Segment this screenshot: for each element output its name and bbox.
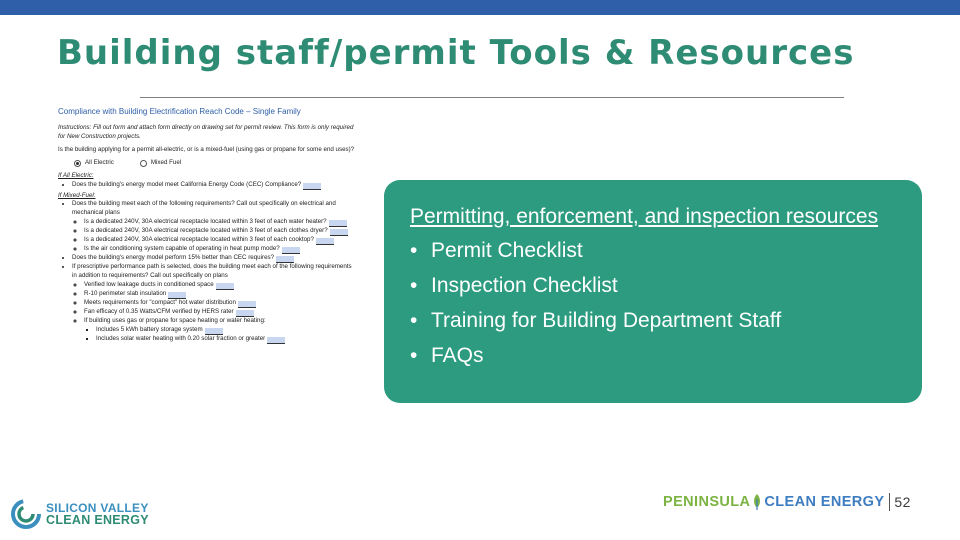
- all-electric-label: All Electric: [85, 158, 114, 166]
- bullet-icon: •: [410, 344, 418, 367]
- resource-item-inspection-checklist: [410, 273, 922, 298]
- bullet-icon: •: [410, 239, 418, 262]
- page-number-divider: [889, 493, 890, 511]
- pce-logo-part1: PENINSULA: [663, 494, 751, 510]
- svce-logo-line2: CLEAN ENERGY: [46, 513, 149, 527]
- answer-blank: [205, 328, 223, 335]
- resource-item-permit-checklist: [410, 238, 922, 263]
- answer-blank: [236, 310, 254, 317]
- slide-title: Building staff/permit Tools & Resources: [57, 33, 855, 73]
- list-item: ▪ Includes solar water heating with 0.20 solar fraction or greater: [96, 335, 358, 344]
- resource-item-faqs: [410, 343, 922, 368]
- mixed-fuel-list: [58, 200, 358, 344]
- resources-panel: [384, 180, 922, 403]
- resource-item-label: Inspection Checklist: [431, 274, 618, 297]
- resource-item-training: [410, 308, 922, 333]
- answer-blank: [316, 238, 334, 245]
- answer-blank: [282, 247, 300, 254]
- top-accent-bar: [0, 0, 960, 15]
- form-instructions: Instructions: Fill out form and attach form directly on drawing set for permit review. This form is only required for New Construction projects.: [58, 123, 354, 140]
- answer-blank: [216, 283, 234, 290]
- answer-blank: [276, 256, 294, 263]
- list-item: ◦ If building uses gas or propane for space heating or water heating: ▪ Includes 5 kWh battery storage system ▪ Includes solar water heating with 0.20 solar fraction or greater: [84, 317, 358, 344]
- list-item: ◦ Meets requirements for "compact" hot water distribution: [84, 299, 358, 308]
- list-item: • Does the building's energy model perform 15% better than CEC requires?: [72, 254, 358, 263]
- answer-blank: [330, 229, 348, 236]
- mixed-fuel-radio: [140, 160, 147, 167]
- list-item: ◦ Verified low leakage ducts in conditioned space: [84, 281, 358, 290]
- resources-panel-heading: Permitting, enforcement, and inspection resources: [410, 205, 879, 228]
- bullet-icon: •: [410, 309, 418, 332]
- leaf-icon: [751, 493, 763, 511]
- bullet-icon: •: [410, 274, 418, 297]
- list-item: ◦ Is the air conditioning system capable of operating in heat pump mode?: [84, 245, 358, 254]
- svce-logo: [10, 498, 149, 530]
- answer-blank: [303, 183, 321, 190]
- pce-logo-part2: CLEAN ENERGY: [764, 494, 885, 510]
- answer-blank: [267, 337, 285, 344]
- list-item: ▪ Includes 5 kWh battery storage system: [96, 326, 358, 335]
- fuel-type-radio-group: [74, 159, 358, 168]
- list-item: ◦ Is a dedicated 240V, 30A electrical receptacle located within 3 feet of each water heater?: [84, 218, 358, 227]
- mixed-fuel-label: Mixed Fuel: [150, 158, 182, 166]
- answer-blank: [329, 220, 347, 227]
- mixed-fuel-heading: If Mixed-Fuel:: [58, 191, 96, 199]
- all-electric-list: [58, 181, 358, 190]
- all-electric-heading: If All Electric:: [58, 171, 94, 179]
- svce-logo-line1: SILICON VALLEY: [46, 501, 149, 515]
- page-number: 52: [894, 494, 911, 510]
- form-divider-line: [140, 97, 844, 98]
- answer-blank: [238, 301, 256, 308]
- list-item: • Does the building's energy model meet California Energy Code (CEC) Compliance?: [72, 181, 358, 190]
- form-question: Is the building applying for a permit all-electric, or is a mixed-fuel (using gas or propane for some end uses)?: [58, 145, 355, 153]
- list-item: ◦ Fan efficacy of 0.35 Watts/CFM verified by HERS rater: [84, 308, 358, 317]
- resource-item-label: Permit Checklist: [431, 239, 583, 262]
- resources-list: [410, 238, 922, 368]
- answer-blank: [168, 292, 186, 299]
- list-item: ◦ R-10 perimeter slab insulation: [84, 290, 358, 299]
- resource-item-label: FAQs: [431, 344, 484, 367]
- resource-item-label: Training for Building Department Staff: [431, 309, 782, 332]
- svce-swirl-icon: [10, 498, 42, 530]
- pce-logo: [663, 493, 911, 511]
- form-title: Compliance with Building Electrification Reach Code – Single Family: [58, 107, 301, 116]
- compliance-form-image: [58, 106, 358, 416]
- list-item: ◦ Is a dedicated 240V, 30A electrical receptacle located within 3 feet of each clothes dryer?: [84, 227, 358, 236]
- all-electric-radio: [74, 160, 81, 167]
- list-item: ◦ Is a dedicated 240V, 30A electrical receptacle located within 3 feet of each cooktop?: [84, 236, 358, 245]
- list-item: • If prescriptive performance path is selected, does the building meet each of the following requirements in addition to requirements? Call out specifically on plans ◦ Verified low leakage ducts in conditioned space ◦ R-10 perimeter slab insulation ◦ Meets requirements for "compact" hot water distribution ◦ Fan efficacy of 0.35 Watts/CFM verified by HERS rater ◦ If building uses gas or propane for space heating or water heating: ▪ Includes 5 kWh battery storage system ▪ Includes solar water heating with 0.20 solar fraction or greater: [72, 263, 358, 344]
- list-item: • Does the building meet each of the following requirements? Call out specifically on electrical and mechanical plans ◦ Is a dedicated 240V, 30A electrical receptacle located within 3 feet of each water heater? ◦ Is a dedicated 240V, 30A electrical receptacle located within 3 feet of each clothes dryer? ◦ Is a dedicated 240V, 30A electrical receptacle located within 3 feet of each cooktop? ◦ Is the air conditioning system capable of operating in heat pump mode?: [72, 200, 358, 254]
